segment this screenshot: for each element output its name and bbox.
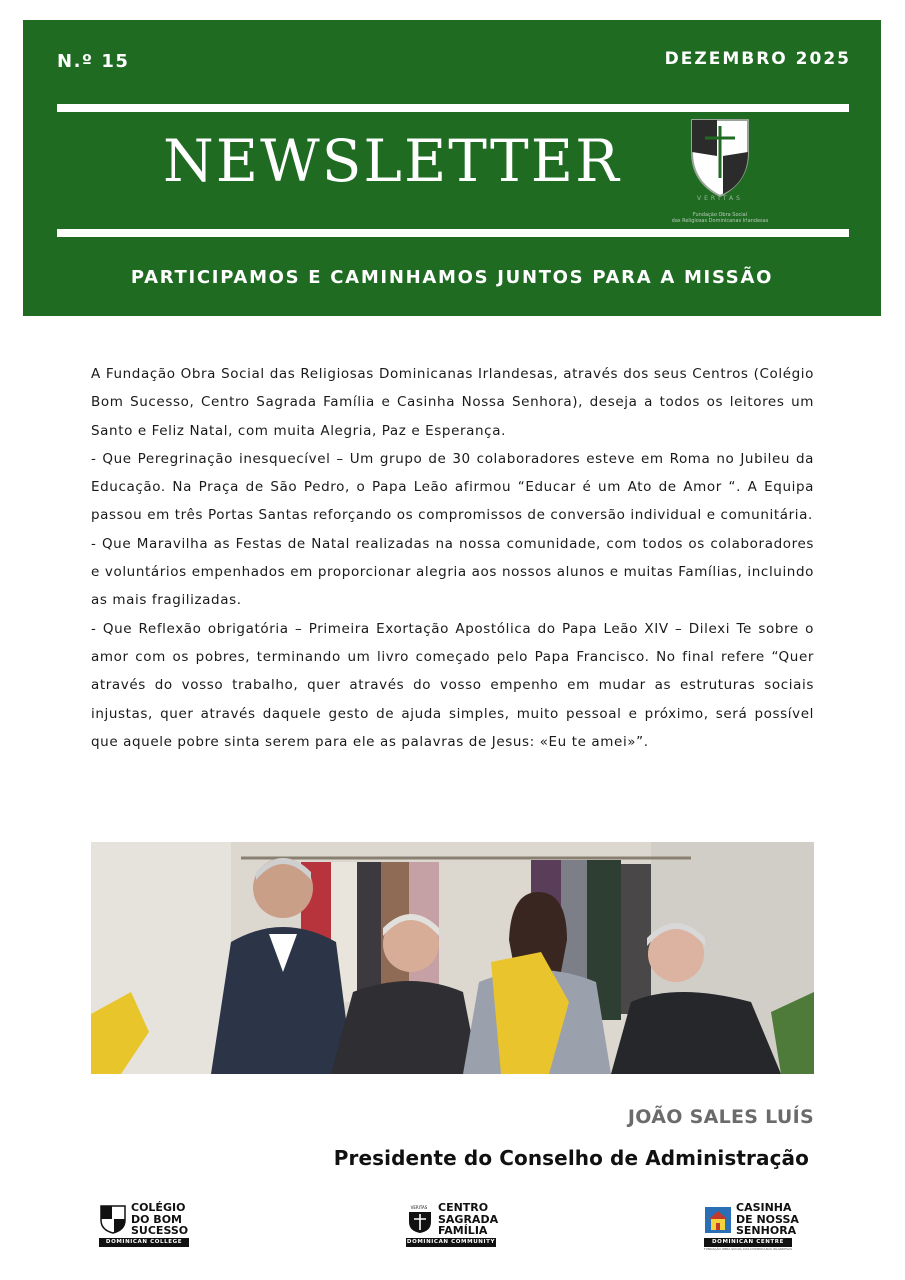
header-rule-bottom — [57, 229, 849, 237]
signer-name: JOÃO SALES LUÍS — [627, 1106, 814, 1128]
logo-centro-sagrada-familia — [406, 1200, 498, 1250]
body-paragraph-greeting: A Fundação Obra Social das Religiosas Dominicanas Irlandesas, através dos seus Centros (Colégio Bom Sucesso, Centro Sagrada Família e Casinha Nossa Senhora), deseja a todos os leitores um Santo e Feliz Natal, com muita Alegria, Paz e Esperança. — [91, 366, 814, 439]
logo-casinha-nossa-senhora — [704, 1200, 804, 1250]
newsletter-header — [23, 20, 881, 316]
issue-date: DEZEMBRO 2025 — [664, 49, 851, 69]
centro-shield-icon — [406, 1204, 434, 1234]
emblem-caption-2: das Religiosas Dominicanas Irlandesas — [671, 218, 769, 224]
logo-casinha-caption: FUNDAÇÃO OBRA SOCIAL DAS DOMINICANAS IRLANDESAS — [704, 1247, 793, 1251]
house-icon — [704, 1204, 732, 1234]
dominican-shield-icon — [655, 112, 785, 202]
signer-role: Presidente do Conselho de Administração — [333, 1146, 809, 1170]
logo-centro-bar: DOMINICAN COMMUNITY — [406, 1239, 496, 1245]
foundation-emblem — [655, 112, 785, 228]
logo-colegio-bom-sucesso — [99, 1200, 191, 1250]
logo-colegio-name: COLÉGIO DO BOM SUCESSO — [131, 1201, 189, 1237]
logo-casinha-name: CASINHA DE NOSSA SENHORA — [736, 1201, 799, 1237]
body-paragraph-pilgrimage: - Que Peregrinação inesquecível – Um grupo de 30 colaboradores esteve em Roma no Jubileu da Educação. Na Praça de São Pedro, o Papa Leão afirmou “Educar é um Ato de Amor “. A Equipa passou em três Portas Santas reforçando os compromissos de conversão individual e comunitária. — [91, 450, 814, 524]
header-tagline: PARTICIPAMOS E CAMINHAMOS JUNTOS PARA A MISSÃO — [130, 267, 774, 288]
emblem-motto: VERITAS — [697, 195, 743, 202]
body-paragraph-reflection: - Que Reflexão obrigatória – Primeira Exortação Apostólica do Papa Leão XIV – Dilexi Te sobre o amor com os pobres, terminando um livro começado pelo Papa Francisco. No final refere “Quer através do vosso trabalho, quer através do vosso empenho em mudar as estruturas sociais injustas, quer através daquele gesto de ajuda simples, muito pessoal e próximo, será possível que aquele pobre sinta serem para ele as palavras de Jesus: «Eu te amei»”. — [91, 620, 814, 750]
issue-number: N.º 15 — [57, 51, 130, 72]
college-shield-icon — [99, 1204, 127, 1234]
logo-casinha-bar: DOMINICAN CENTRE — [704, 1238, 792, 1247]
header-rule-top — [57, 104, 849, 112]
emblem-caption-1: Fundação Obra Social — [692, 212, 748, 218]
logo-colegio-bar: DOMINICAN COLLEGE — [99, 1238, 189, 1247]
newsletter-title: NEWSLETTER — [163, 127, 621, 195]
newsletter-body — [91, 360, 814, 756]
group-photo-illustration — [91, 842, 814, 1074]
group-photo — [91, 842, 814, 1074]
logo-centro-name: CENTRO SAGRADA FAMÍLIA — [438, 1201, 499, 1237]
body-paragraph-christmas: - Que Maravilha as Festas de Natal realizadas na nossa comunidade, com todos os colaboradores e voluntários empenhados em proporcionar alegria aos nossos alunos e muitas Famílias, incluindo as mais fragilizadas. — [91, 535, 814, 609]
svg-text:VERITAS: VERITAS — [410, 1205, 428, 1210]
